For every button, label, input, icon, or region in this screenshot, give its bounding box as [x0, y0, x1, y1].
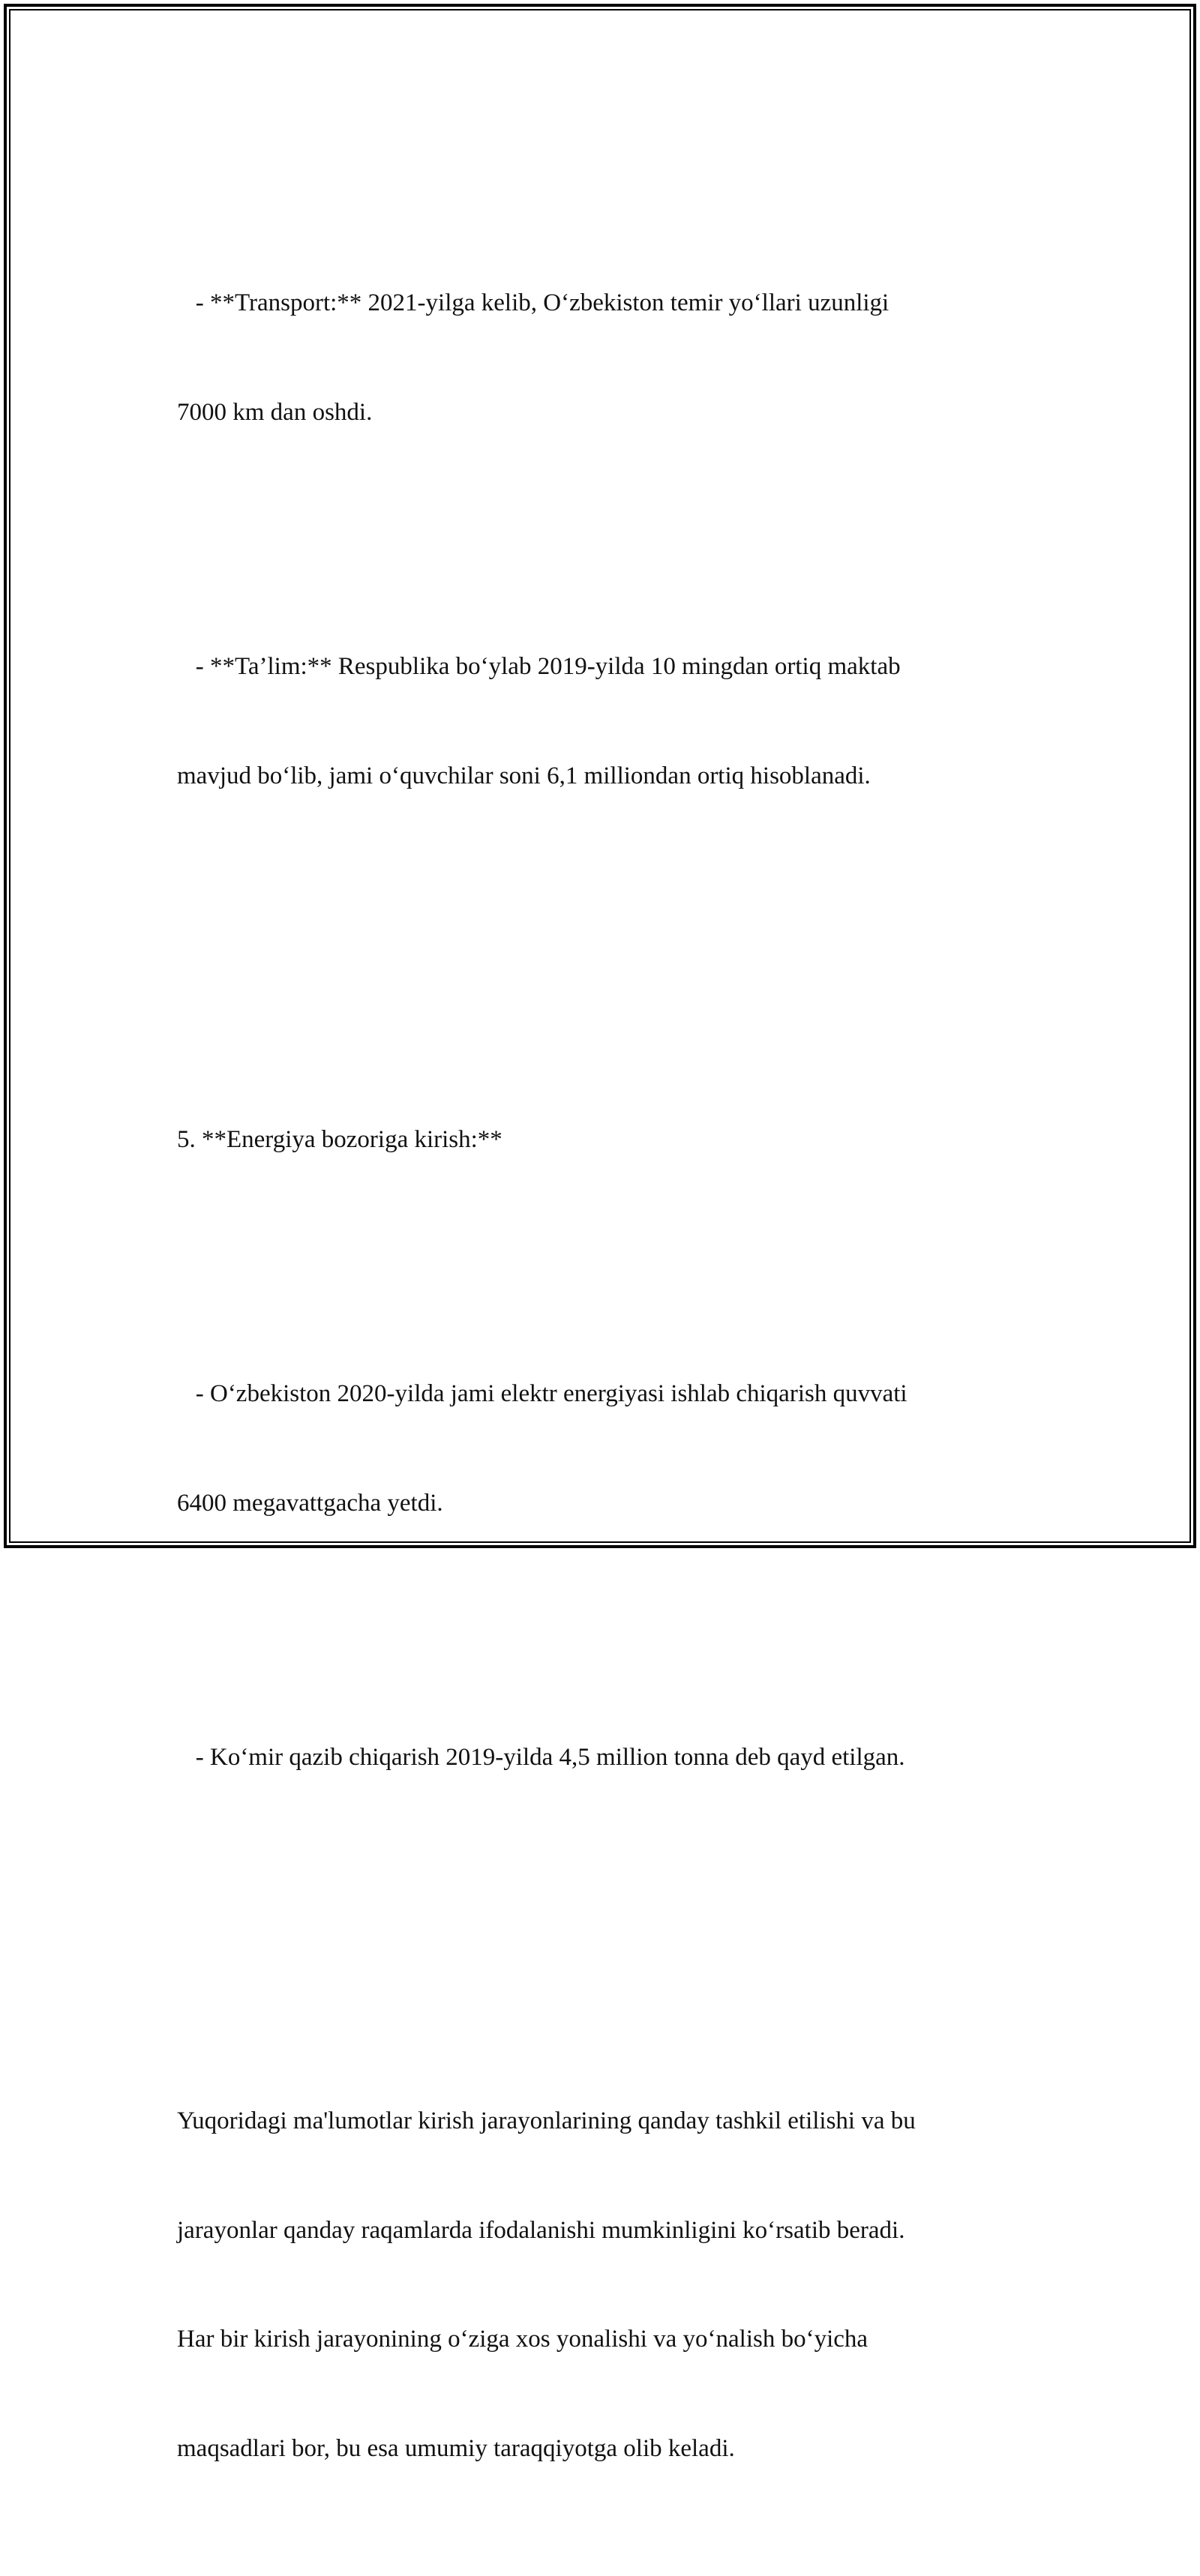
- coal-item: [177, 1667, 1024, 1849]
- text-line: jarayonlar qanday raqamlarda ifodalanishi mumkinligini ko‘rsatib beradi.: [177, 2216, 905, 2244]
- text-line: - **Transport:** 2021-yilga kelib, O‘zbekiston temir yo‘llari uzunligi: [177, 289, 890, 316]
- transport-item: [177, 212, 1024, 503]
- section-heading: [177, 1049, 1024, 1231]
- education-item: [177, 576, 1024, 867]
- paragraph-spacer: [177, 939, 1024, 976]
- text-line: 5. **Energiya bozoriga kirish:**: [177, 1125, 502, 1153]
- text-line: maqsadlari bor, bu esa umumiy taraqqiyotga olib keladi.: [177, 2434, 735, 2462]
- document-body: [177, 139, 1024, 2576]
- paragraph-spacer: [177, 1922, 1024, 1958]
- text-line: Yuqoridagi ma'lumotlar kirish jarayonlarining qanday tashkil etilishi va bu: [177, 2107, 916, 2134]
- text-line: 6400 megavattgacha yetdi.: [177, 1489, 443, 1517]
- text-line: mavjud bo‘lib, jami o‘quvchilar soni 6,1 milliondan ortiq hisoblanadi.: [177, 762, 871, 789]
- text-line: 7000 km dan oshdi.: [177, 398, 373, 426]
- text-line: - **Ta’lim:** Respublika bo‘ylab 2019-yilda 10 mingdan ortiq maktab: [177, 653, 901, 680]
- text-line: Har bir kirish jarayonining o‘ziga xos yonalishi va yo‘nalish bo‘yicha: [177, 2326, 868, 2353]
- text-line: - Ko‘mir qazib chiqarish 2019-yilda 4,5 million tonna deb qayd etilgan.: [177, 1744, 905, 1771]
- text-line: - O‘zbekiston 2020-yilda jami elektr energiyasi ishlab chiqarish quvvati: [177, 1380, 908, 1407]
- summary-paragraph: [177, 2030, 1024, 2539]
- electricity-item: [177, 1303, 1024, 1594]
